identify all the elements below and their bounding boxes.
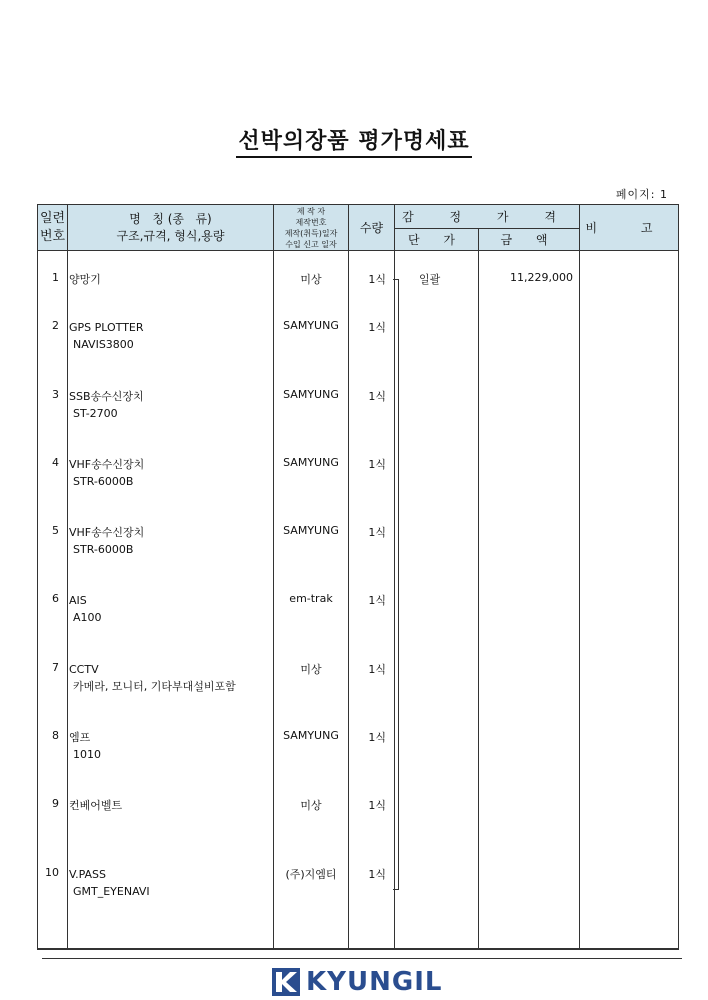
item-note xyxy=(580,592,679,660)
item-maker: 미상 xyxy=(274,661,349,729)
table-row xyxy=(38,797,679,865)
item-name xyxy=(68,319,274,387)
row-number: 5 xyxy=(38,524,68,592)
item-maker: SAMYUNG xyxy=(274,524,349,592)
item-spec-text: 1010 xyxy=(73,747,101,761)
item-amount xyxy=(479,524,580,592)
table-row xyxy=(38,524,679,592)
table-row xyxy=(38,661,679,729)
item-qty: 1식 xyxy=(349,251,395,320)
item-unit-price xyxy=(395,592,479,660)
header-name: 명 칭 (종 류) 구조,규격, 형식,용량 xyxy=(68,205,274,251)
row-number: 6 xyxy=(38,592,68,660)
item-unit-price xyxy=(395,524,479,592)
document-title: 선박의장품 평가명세표 xyxy=(0,124,708,155)
item-amount xyxy=(479,456,580,524)
item-amount xyxy=(479,797,580,865)
company-logo xyxy=(272,966,442,998)
item-name-text: SSB송수신장치 xyxy=(69,389,144,403)
item-amount xyxy=(479,592,580,660)
header-unit-price: 단 가 xyxy=(395,229,479,251)
item-unit-price xyxy=(395,797,479,865)
item-qty: 1식 xyxy=(349,661,395,729)
item-maker: 미상 xyxy=(274,797,349,865)
item-qty: 1식 xyxy=(349,729,395,797)
item-name xyxy=(68,456,274,524)
header-appraisal: 감 정 가 격 xyxy=(395,205,580,229)
item-name-text: VHF송수신장치 xyxy=(69,526,145,540)
item-note xyxy=(580,319,679,387)
table-row xyxy=(38,866,679,949)
page-number: 페이지: 1 xyxy=(615,188,668,201)
table-row xyxy=(38,388,679,456)
item-unit-price xyxy=(395,456,479,524)
item-name-text: CCTV xyxy=(69,662,99,676)
item-amount xyxy=(479,866,580,949)
header-maker: 제 작 자 제작번호 제작(취득)일자 수입 신고 일자 xyxy=(274,205,349,251)
row-number: 1 xyxy=(38,251,68,320)
item-name-text: AIS xyxy=(69,594,87,608)
row-number: 10 xyxy=(38,866,68,949)
item-qty: 1식 xyxy=(349,592,395,660)
item-name xyxy=(68,524,274,592)
item-note xyxy=(580,251,679,320)
table-row xyxy=(38,251,679,320)
item-note xyxy=(580,388,679,456)
item-name-text: VHF송수신장치 xyxy=(69,457,145,471)
item-unit-price xyxy=(395,388,479,456)
table-row xyxy=(38,729,679,797)
item-qty: 1식 xyxy=(349,388,395,456)
row-number: 4 xyxy=(38,456,68,524)
row-number: 2 xyxy=(38,319,68,387)
appraisal-table xyxy=(37,204,679,950)
item-spec-text: GMT_EYENAVI xyxy=(73,884,150,898)
item-amount xyxy=(479,319,580,387)
item-spec-text: 카메라, 모니터, 기타부대설비포함 xyxy=(73,679,236,693)
item-name-text: 컨베어벨트 xyxy=(69,799,123,813)
logo-text: KYUNGIL xyxy=(306,967,443,997)
item-name xyxy=(68,729,274,797)
item-maker: 미상 xyxy=(274,251,349,320)
item-note xyxy=(580,797,679,865)
item-qty: 1식 xyxy=(349,524,395,592)
item-note xyxy=(580,661,679,729)
header-amount: 금 액 xyxy=(479,229,580,251)
item-unit-price xyxy=(395,319,479,387)
item-name-text: 양망기 xyxy=(69,273,101,286)
item-spec-text: A100 xyxy=(73,611,102,625)
item-note xyxy=(580,524,679,592)
item-maker: SAMYUNG xyxy=(274,319,349,387)
item-name-text: V.PASS xyxy=(69,867,107,881)
header-seq: 일련 번호 xyxy=(38,205,68,251)
item-amount: 11,229,000 xyxy=(479,251,580,320)
item-note xyxy=(580,729,679,797)
item-name-text: 엠프 xyxy=(69,730,91,744)
item-spec-text: STR-6000B xyxy=(73,543,134,557)
grouping-bracket xyxy=(393,279,399,890)
item-name xyxy=(68,797,274,865)
item-unit-price: 일괄 xyxy=(395,251,479,320)
item-unit-price xyxy=(395,729,479,797)
row-number: 3 xyxy=(38,388,68,456)
item-qty: 1식 xyxy=(349,866,395,949)
item-name xyxy=(68,251,274,320)
item-unit-price xyxy=(395,866,479,949)
item-amount xyxy=(479,729,580,797)
footer-divider xyxy=(42,958,682,959)
item-qty: 1식 xyxy=(349,797,395,865)
item-name xyxy=(68,866,274,949)
item-name xyxy=(68,661,274,729)
item-maker: SAMYUNG xyxy=(274,729,349,797)
item-note xyxy=(580,866,679,949)
item-qty: 1식 xyxy=(349,319,395,387)
item-maker: SAMYUNG xyxy=(274,456,349,524)
row-number: 7 xyxy=(38,661,68,729)
item-spec-text: STR-6000B xyxy=(73,474,134,488)
kyungil-logo-icon xyxy=(272,968,300,996)
item-spec-text: NAVIS3800 xyxy=(73,338,134,352)
row-number: 9 xyxy=(38,797,68,865)
row-number: 8 xyxy=(38,729,68,797)
table-row xyxy=(38,456,679,524)
item-maker: (주)지엠티 xyxy=(274,866,349,949)
item-spec-text: ST-2700 xyxy=(73,406,118,420)
table-row xyxy=(38,319,679,387)
item-unit-price xyxy=(395,661,479,729)
header-note: 비 고 xyxy=(580,205,679,251)
item-note xyxy=(580,456,679,524)
item-maker: em-trak xyxy=(274,592,349,660)
item-name xyxy=(68,592,274,660)
item-name xyxy=(68,388,274,456)
item-amount xyxy=(479,661,580,729)
header-qty: 수량 xyxy=(349,205,395,251)
item-maker: SAMYUNG xyxy=(274,388,349,456)
item-amount xyxy=(479,388,580,456)
table-row xyxy=(38,592,679,660)
item-qty: 1식 xyxy=(349,456,395,524)
item-name-text: GPS PLOTTER xyxy=(69,321,144,335)
